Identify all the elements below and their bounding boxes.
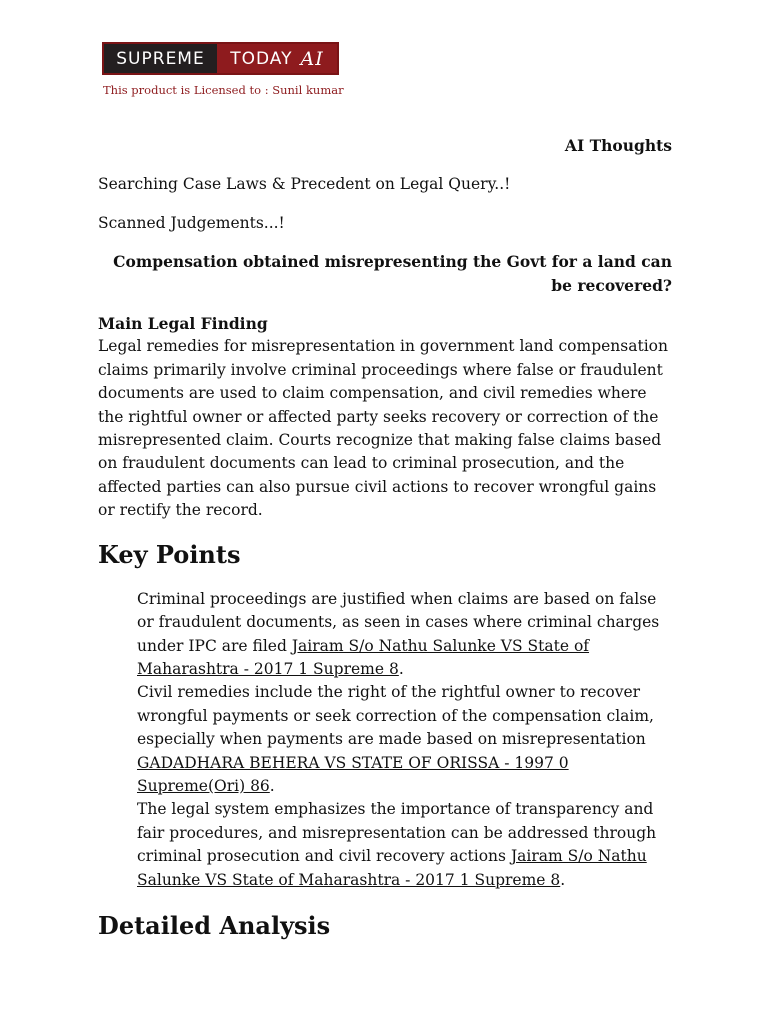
key-point-end: . (269, 776, 275, 795)
key-point-end: . (398, 659, 404, 678)
key-points-list (98, 588, 672, 892)
license-text: This product is Licensed to : Sunil kumar (103, 83, 344, 97)
status-scanned: Scanned Judgements...! (98, 213, 285, 232)
key-point-item (137, 588, 672, 682)
logo-today: TODAY (230, 48, 293, 69)
case-citation-link[interactable]: Jairam S/o Nathu Salunke VS State of Maharashtra - 2017 1 Supreme 8 (137, 847, 647, 889)
key-point-item (137, 798, 672, 892)
logo-supreme: SUPREME (104, 44, 217, 73)
status-searching: Searching Case Laws & Precedent on Legal Query..! (98, 175, 511, 194)
detailed-analysis-heading: Detailed Analysis (98, 910, 331, 940)
key-point-item (137, 681, 672, 798)
answer-content (98, 134, 672, 959)
key-point-text: Civil remedies include the right of the rightful owner to recover wrongful payments or seek correction of the compensation claim, especially when payments are made based on misrepresentation (137, 683, 654, 749)
key-points-heading: Key Points (98, 539, 241, 569)
case-citation-link[interactable]: GADADHARA BEHERA VS STATE OF ORISSA - 1997 0 Supreme(Ori) 86 (137, 753, 569, 795)
key-point-text: Criminal proceedings are justified when claims are based on false or fraudulent documents, as seen in cases where criminal charges under IPC are filed (137, 589, 660, 655)
main-finding-title: Main Legal Finding (98, 314, 268, 334)
query-question: Compensation obtained misrepresenting the Govt for a land can be recovered? (113, 252, 672, 295)
key-point-end: . (560, 870, 566, 889)
logo-ai: AI (300, 47, 324, 70)
key-point-text: The legal system emphasizes the importance of transparency and fair procedures, and misrepresentation can be addressed through criminal prosecution and civil recovery actions (137, 800, 657, 866)
case-citation-link[interactable]: Jairam S/o Nathu Salunke VS State of Maharashtra - 2017 1 Supreme 8 (137, 636, 590, 678)
brand-logo (102, 42, 339, 75)
main-finding-body: Legal remedies for misrepresentation in government land compensation claims primarily involve criminal proceedings where false or fraudulent documents are used to claim compensation, and civil remedies where the rightful owner or affected party seeks recovery or correction of the misrepresented claim. Courts recognize that making false claims based on fraudulent documents can lead to criminal prosecution, and the affected parties can also pursue civil actions to recover wrongful gains or rectify the record. (98, 337, 668, 520)
ai-thoughts-heading: AI Thoughts (564, 136, 672, 155)
logo-today-ai (217, 44, 337, 73)
